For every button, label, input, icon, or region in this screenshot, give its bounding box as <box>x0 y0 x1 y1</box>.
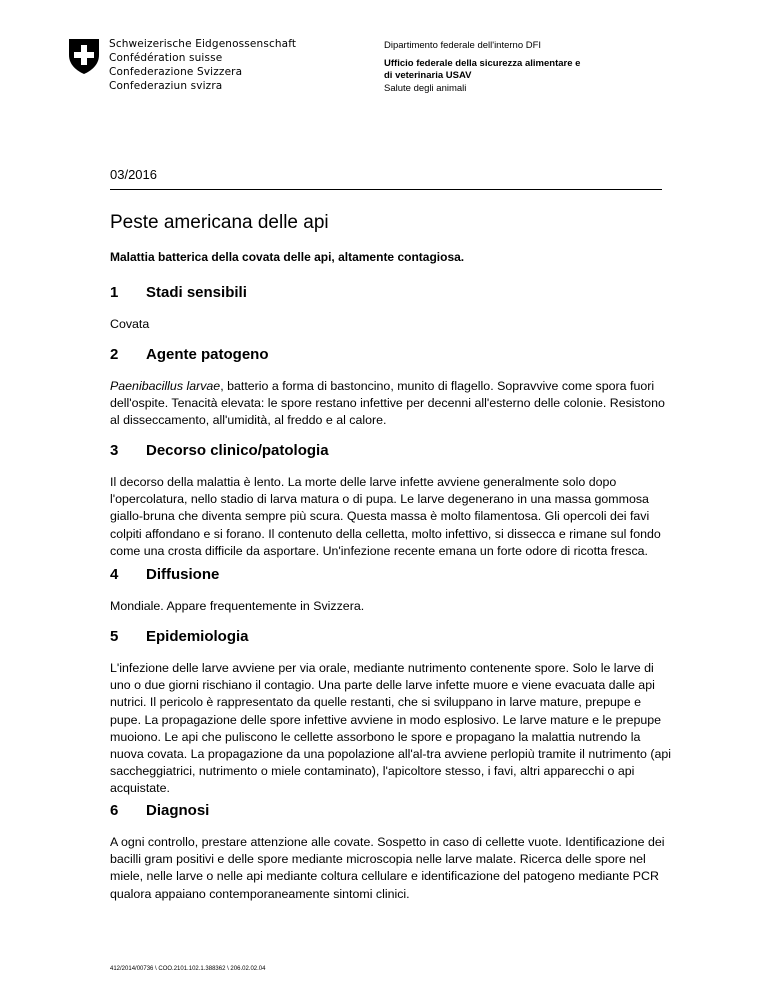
department-block <box>384 40 580 95</box>
body-line: nutrici. Il pericolo è rappresentato da quelle restanti, che si sviluppano in larve mature, prepupe e <box>110 695 642 710</box>
section-body <box>110 378 710 430</box>
body-line: acquistate. <box>110 781 170 796</box>
section-body <box>110 316 710 333</box>
swiss-coat-of-arms-icon <box>67 37 101 75</box>
body-line <box>110 378 710 395</box>
section-body <box>110 660 710 798</box>
confederation-name-de: Schweizerische Eidgenossenschaft <box>109 38 297 50</box>
section-number: 5 <box>110 628 119 645</box>
body-line: Il decorso della malattia è lento. La morte delle larve infette avviene generalmente solo dopo <box>110 475 617 489</box>
section-heading-text: Decorso clinico/patologia <box>146 442 329 459</box>
document-reference-footer: 412/2014/00736 \ COO.2101.102.1.388362 \ 206.02.02.04 <box>110 966 266 972</box>
header-divider <box>110 189 662 190</box>
section-number: 6 <box>110 802 119 819</box>
department-name: Dipartimento federale dell'interno DFI <box>384 40 542 51</box>
office-name-line1: Ufficio federale della sicurezza alimentare e <box>384 57 581 69</box>
body-line: Mondiale. Appare frequentemente in Svizzera. <box>110 599 365 613</box>
office-name-line2: di veterinaria USAV <box>384 70 472 81</box>
body-line: come una crosta difficile da asportare. Un'infezione recente emana un forte odore di ricotta fresca. <box>110 543 648 558</box>
body-line-text: , batterio a forma di bastoncino, munito di flagello. Sopravvive come spora fuori <box>220 379 655 393</box>
section-epidemiologia <box>110 627 710 798</box>
section-heading <box>110 801 710 821</box>
section-stadi-sensibili <box>110 283 710 333</box>
body-line: muoiono. Le api che puliscono le cellette assorbono le spore e propagano la malattia nutrendo la <box>110 729 641 744</box>
body-line: L'infezione delle larve avviene per via orale, mediante nutrimento contenente spore. Solo le larve di <box>110 661 654 675</box>
section-heading <box>110 283 710 303</box>
body-line: l'opercolatura, nello stadio di larva matura o di pupa. Le larve degenerano in una massa gommosa <box>110 492 649 507</box>
confederation-names <box>109 37 296 93</box>
body-line: al disseccamento, all'umidità, al freddo e al calore. <box>110 413 387 428</box>
section-diagnosi <box>110 801 710 903</box>
section-number: 4 <box>110 566 119 583</box>
section-heading-text: Stadi sensibili <box>146 284 247 301</box>
body-line: bacilli gram positivi e delle spore mediante microscopia nelle larve malate. Ricerca delle spore nel <box>110 852 646 867</box>
section-number: 2 <box>110 346 119 363</box>
section-diffusione <box>110 565 710 615</box>
section-heading <box>110 627 710 647</box>
body-line: A ogni controllo, prestare attenzione alle covate. Sospetto in caso di cellette vuote. Identificazione dei <box>110 835 665 849</box>
body-line: qualora appaiano contemporaneamente sintomi clinici. <box>110 886 410 901</box>
document-subtitle: Malattia batterica della covata delle api, altamente contagiosa. <box>110 250 465 264</box>
section-heading <box>110 441 710 461</box>
body-line: uno o due giorni rischiano il contagio. Una parte delle larve infette muore e viene evacuata dalle api <box>110 678 655 693</box>
body-line: Covata <box>110 317 150 331</box>
section-heading <box>110 345 710 365</box>
confederation-name-it: Confederazione Svizzera <box>109 66 243 78</box>
species-name: Paenibacillus larvae <box>110 379 221 393</box>
section-body <box>110 598 710 615</box>
section-number: 1 <box>110 284 119 301</box>
unit-name: Salute degli animali <box>384 82 467 94</box>
body-line: dell'ospite. Tenacità elevata: le spore restano infettive per decenni all'esterno delle colonie. Resistono <box>110 396 665 411</box>
body-line: colpiti affondano e si forano. Il contenuto della celletta, molto infettivo, si dissecca e rimane sul fondo <box>110 526 661 541</box>
section-heading-text: Diffusione <box>146 566 220 583</box>
document-title: Peste americana delle api <box>110 212 329 233</box>
section-heading-text: Agente patogeno <box>146 346 269 363</box>
section-number: 3 <box>110 442 119 459</box>
confederation-name-rm: Confederaziun svizra <box>109 80 223 92</box>
section-body <box>110 474 710 560</box>
body-line: miele, nelle larve o nelle api mediante coltura cellulare e identificazione del patogeno mediante PCR <box>110 869 659 884</box>
section-agente-patogeno <box>110 345 710 430</box>
section-heading-text: Epidemiologia <box>146 628 249 645</box>
section-heading <box>110 565 710 585</box>
document-date: 03/2016 <box>110 167 157 182</box>
section-decorso-clinico <box>110 441 710 560</box>
body-line: nuova covata. La propagazione da una popolazione all'al-tra avviene perlopiù tramite il nutrimento (api <box>110 747 671 762</box>
confederation-name-fr: Confédération suisse <box>109 52 223 64</box>
section-heading-text: Diagnosi <box>146 802 210 819</box>
body-line: pupe. La propagazione delle spore infettive avviene in modo esplosivo. Le larve mature e le prepupe <box>110 712 662 727</box>
section-body <box>110 834 710 903</box>
body-line: saccheggiatrici, nutrimento o miele contaminato), l'apicoltore stesso, i favi, altri apparecchi o api <box>110 764 635 779</box>
body-line: giallo-bruna che diventa sempre più scura. Questa massa è molto filamentosa. Gli opercoli dei favi <box>110 509 650 524</box>
